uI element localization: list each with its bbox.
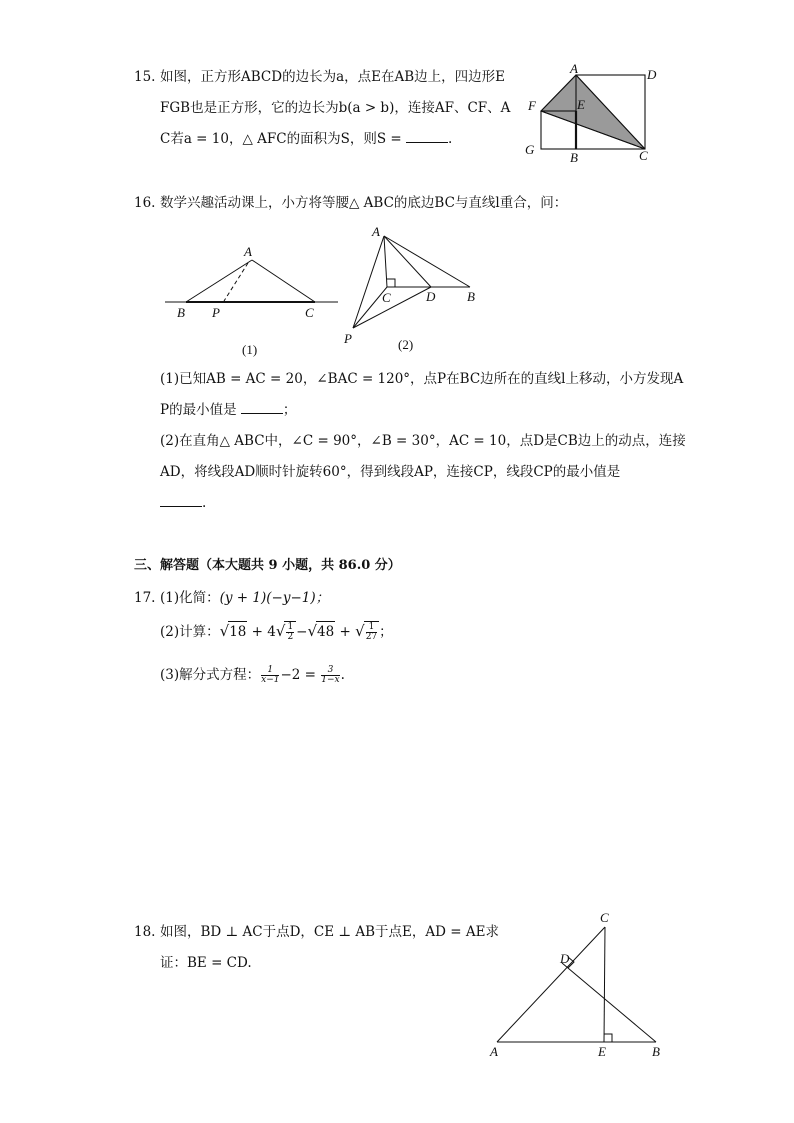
q17-radical-3-icon: √ [307, 622, 318, 640]
q17-part2-end: ； [379, 624, 393, 640]
q16-fig1-label-p: P [212, 305, 220, 320]
q18-text-line2: 证：BE = CD. [160, 955, 252, 971]
q17-part2-minus: − [296, 624, 308, 640]
q17-part2-frac2 [366, 623, 377, 642]
q16-fig2-label-p: P [344, 331, 352, 346]
q16-fig2-segment-ab [384, 236, 470, 287]
q15-label-e: E [577, 97, 585, 112]
q15-label-d: D [647, 67, 657, 82]
q17-part2-frac1 [286, 623, 294, 642]
q16-fig2-label-c: C [382, 290, 391, 305]
q16-part2-line1: (2)在直角△ ABC中，∠C = 90°，∠B = 30°，AC = 10，点D是CB边上的动点，连接 [160, 433, 686, 449]
q17-part2-frac2-num: 1 [366, 623, 377, 633]
q17-radical-4-icon: √ [355, 622, 365, 640]
q17-part2-frac1-den: 2 [287, 632, 294, 642]
q16-fig2-segment-ac [384, 236, 387, 287]
q16-part2-answer-blank[interactable] [160, 494, 202, 507]
q16-stem: 数学兴趣活动课上，小方将等腰△ ABC的底边BC与直线l重合，问： [160, 195, 568, 211]
q17-part2-label: (2)计算： [160, 624, 220, 640]
q17-part3-lhs-den: x−1 [261, 675, 280, 685]
q17-part2-frac2-wrap [364, 621, 379, 642]
q16-part2-line3 [160, 493, 206, 513]
q17-part1-expr: (y + 1)(−y−1)； [219, 590, 330, 606]
q15-answer-blank[interactable] [406, 130, 448, 143]
q16-number: 16. [134, 195, 156, 211]
q15-figure [520, 62, 660, 167]
q17-part1 [160, 588, 329, 608]
q18-segment-ac [497, 927, 605, 1042]
q17-part2-sqrt2: 48 [316, 621, 335, 642]
q16-figure-1 [160, 240, 345, 360]
q17-part3-lhs-frac [261, 666, 279, 685]
q16-fig2-right-angle-mark [387, 279, 395, 287]
q17-part3-rhs-num: 3 [321, 666, 339, 676]
q17-part2-plus: + [339, 624, 351, 640]
q18-label-b: B [652, 1044, 660, 1059]
q17-part2-frac1-num: 1 [287, 622, 294, 632]
q15-text-line2: FGB也是正方形，它的边长为b(a > b)，连接AF、CF、A [160, 100, 511, 116]
q15-text-line3 [160, 129, 452, 149]
q16-part2-line2: AD，将线段AD顺时针旋转60°，得到线段AP，连接CP，线段CP的最小值是 [160, 464, 621, 480]
q16-fig2-label-d: D [426, 289, 436, 304]
q15-text-line3-pre: C若a = 10，△ AFC的面积为S，则S = [160, 131, 402, 147]
q15-label-f: F [528, 98, 536, 113]
q15-text-line3-post: . [447, 131, 453, 147]
q16-part1-answer-blank[interactable] [241, 401, 283, 414]
q15-shaded-triangle [541, 75, 645, 149]
q17-part3-lhs-num: 1 [261, 666, 279, 676]
q17-part3 [160, 665, 345, 685]
q18-right-angle-mark-e [604, 1034, 612, 1042]
q16-fig2-caption: (2) [398, 337, 414, 352]
q17-radical-2-icon: √ [275, 622, 286, 640]
q18-segment-bd [562, 963, 656, 1042]
q16-part1-line2-post: ； [282, 402, 297, 418]
q17-radical-1-icon: √ [219, 622, 230, 640]
q17-part3-rhs-frac [321, 666, 339, 685]
q15-label-b: B [570, 150, 578, 165]
q17-part3-end: . [340, 667, 345, 683]
q16-fig1-caption: (1) [242, 342, 258, 357]
q16-part1-line2-pre: P的最小值是 [160, 402, 237, 418]
q15-label-a: A [570, 62, 578, 76]
section3-heading: 三、解答题（本大题共 9 小题，共 86.0 分） [134, 558, 401, 573]
q18-text-line1: 如图，BD ⊥ AC于点D，CE ⊥ AB于点E，AD = AE求 [160, 924, 499, 940]
q15-text-line1: 如图，正方形ABCD的边长为a，点E在AB边上，四边形E [160, 69, 506, 85]
q18-figure [484, 905, 669, 1065]
q18-label-c: C [600, 910, 609, 925]
q16-fig1-dashed-ap [224, 263, 248, 301]
q15-label-c: C [639, 148, 648, 163]
q17-part2-frac2-den: 27 [365, 632, 378, 642]
q17-part2-frac1-wrap [284, 621, 296, 642]
q18-segment-ce [604, 927, 605, 1042]
q17-part2-sqrt1: 18 [228, 621, 247, 642]
q17-part2 [160, 621, 393, 642]
q18-label-d: D [560, 951, 570, 966]
q15-number: 15. [134, 69, 156, 85]
q17-part3-rhs-den: 1−x [321, 675, 340, 685]
q17-part3-mid: −2 = [280, 667, 316, 683]
q16-part2-line3-post: . [202, 495, 207, 511]
q18-label-a: A [490, 1044, 498, 1059]
q16-fig2-label-a: A [372, 224, 380, 239]
q16-fig1-segment-ac [252, 260, 315, 302]
q17-part2-coef: + 4 [251, 624, 276, 640]
q17-part1-label: (1)化简： [160, 590, 220, 606]
q16-fig1-label-c: C [305, 305, 314, 320]
q16-part1-line2 [160, 400, 296, 420]
q17-number: 17. [134, 590, 156, 606]
q16-fig1-segment-ab [186, 260, 252, 302]
q16-figure-2 [340, 222, 490, 357]
q15-label-g: G [525, 142, 535, 157]
q16-fig1-label-a: A [244, 244, 252, 259]
q18-label-e: E [598, 1044, 606, 1059]
q17-part3-label: (3)解分式方程： [160, 667, 261, 683]
q18-number: 18. [134, 924, 156, 940]
q16-part1-line1: (1)已知AB = AC = 20，∠BAC = 120°，点P在BC边所在的直线l上移动，小方发现A [160, 371, 684, 387]
q16-fig2-label-b: B [467, 289, 475, 304]
q16-fig1-label-b: B [177, 305, 185, 320]
